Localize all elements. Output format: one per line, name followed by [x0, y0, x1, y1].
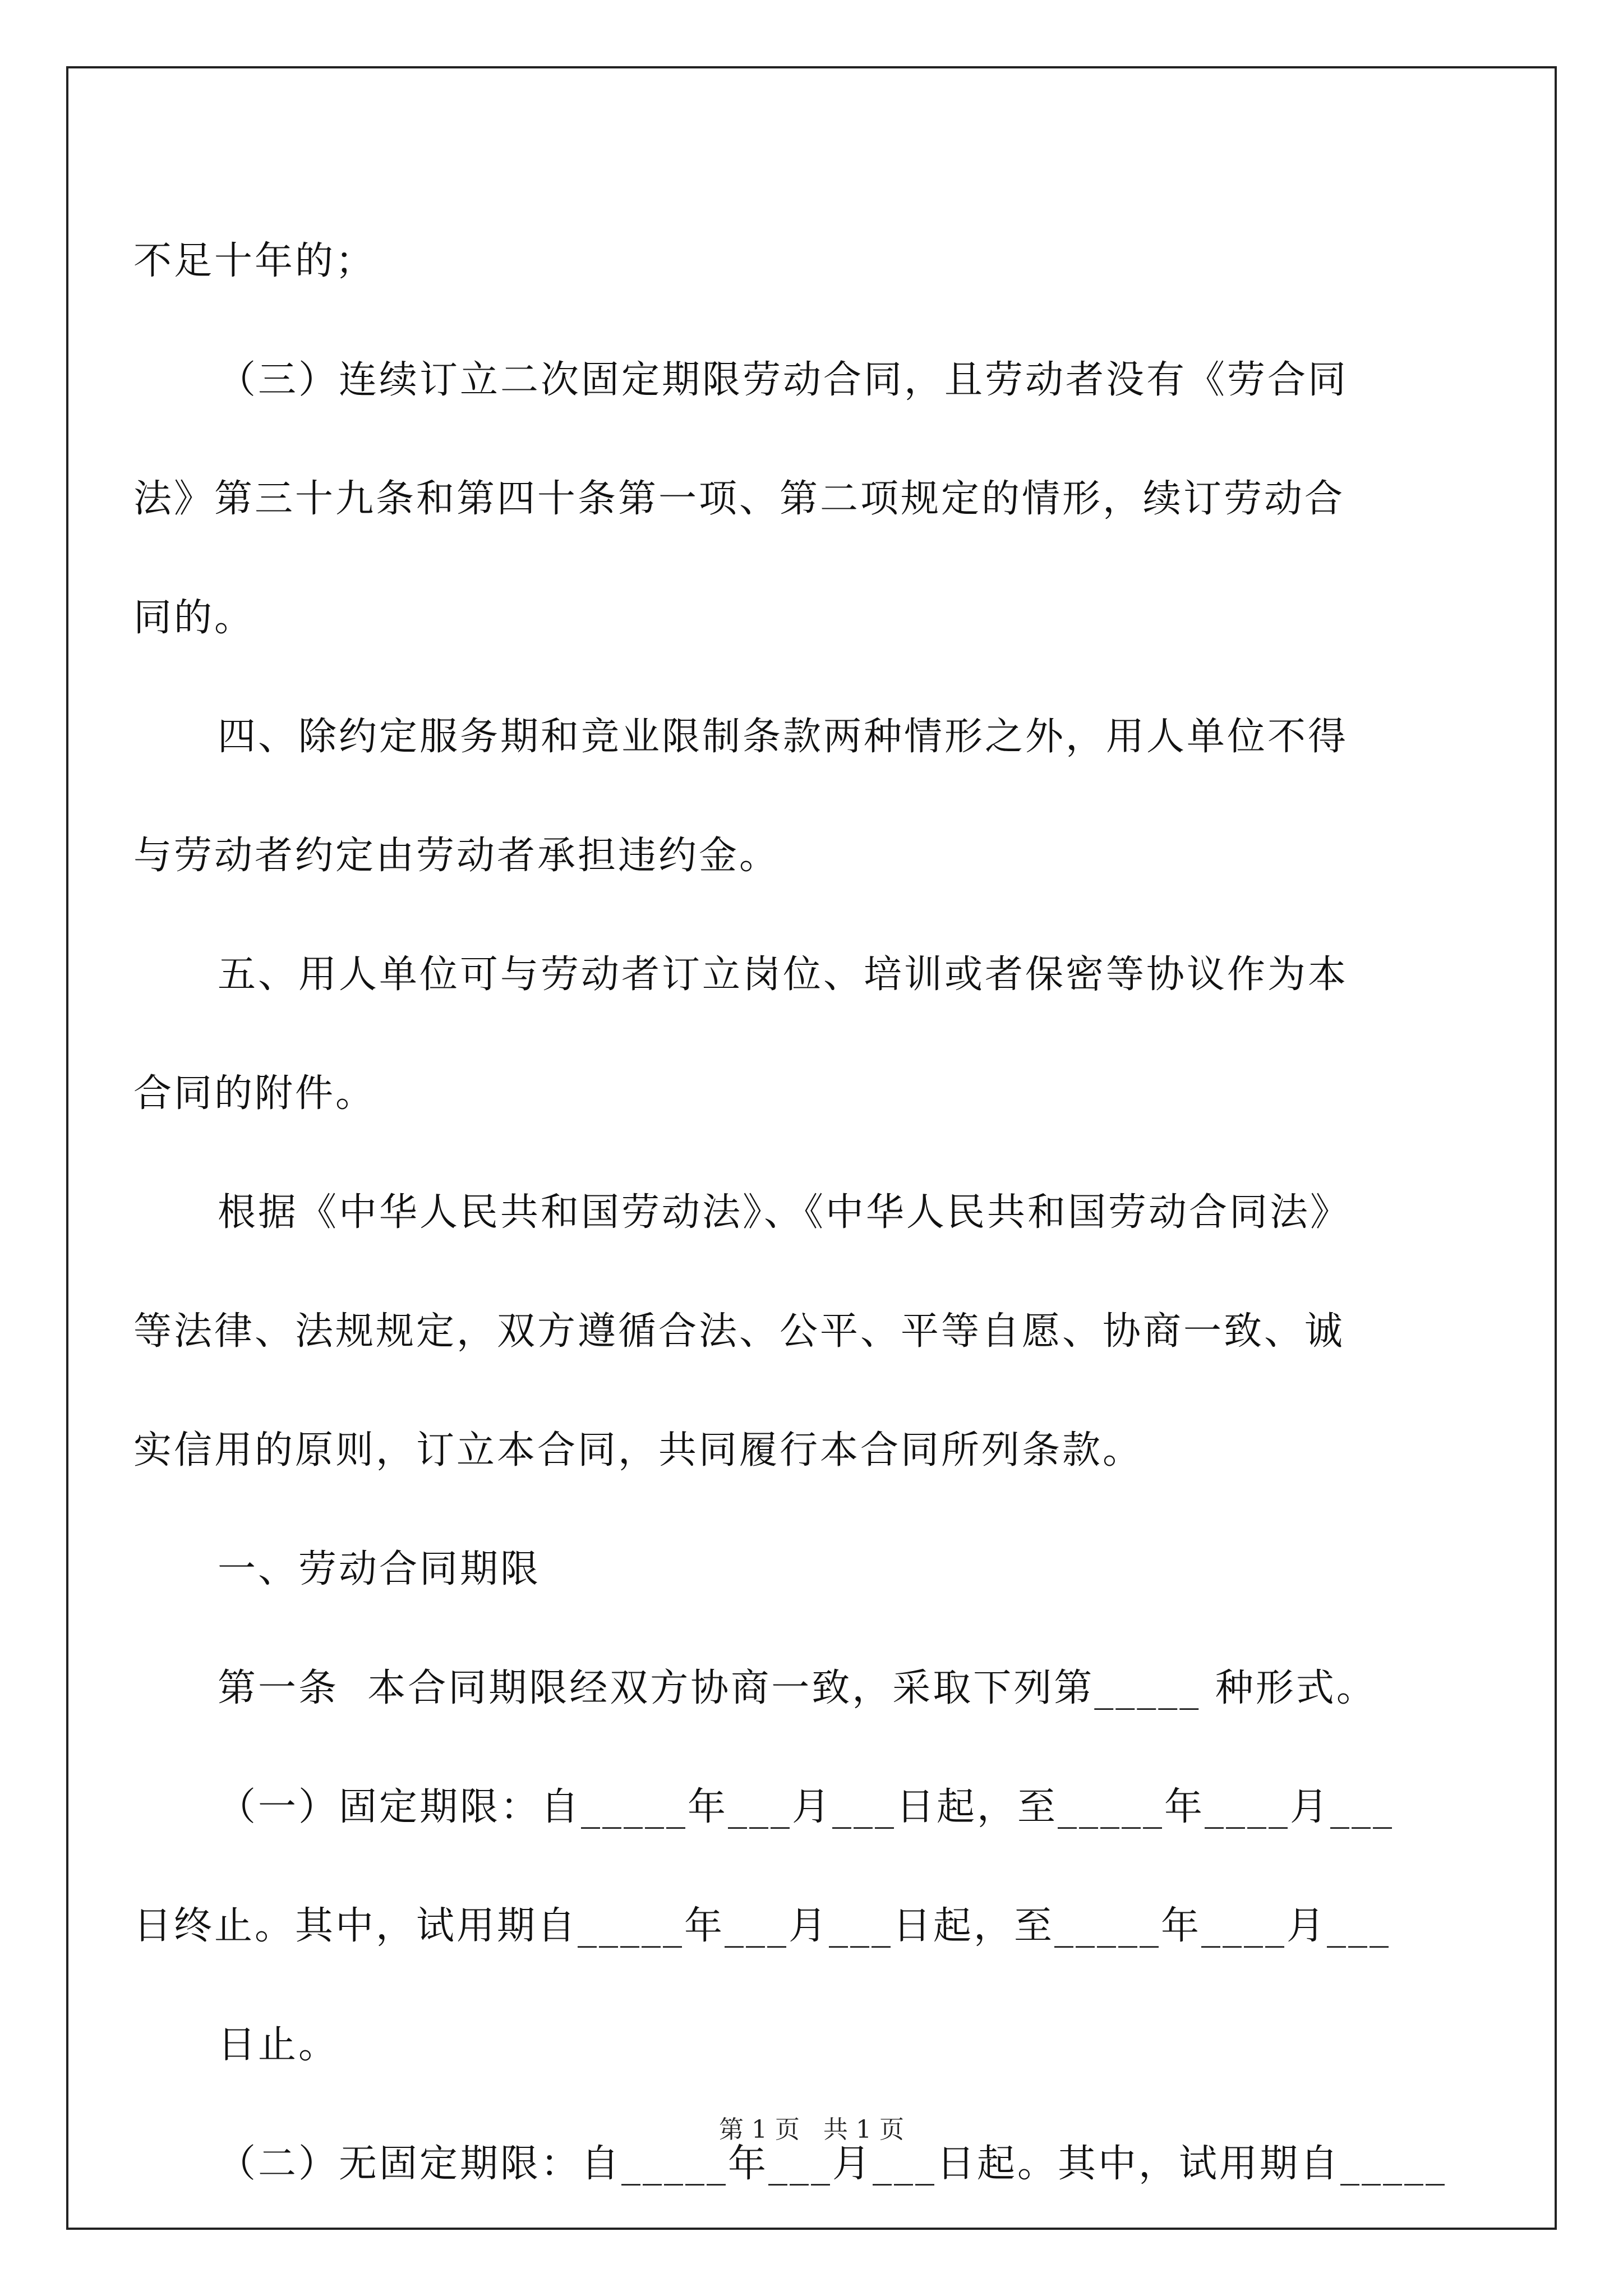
document-body — [133, 202, 1451, 2224]
text-line-11: 实信用的原则，订立本合同，共同履行本合同所列条款。 — [133, 1428, 1144, 1473]
text-line-16: 日止。 — [218, 2023, 339, 2067]
text-line-10: 等法律、法规规定，双方遵循合法、公平、平等自愿、协商一致、诚 — [133, 1309, 1345, 1354]
text-line-17: （二）无固定期限：自_____年___月___日起。其中，试用期自_____ — [218, 2142, 1447, 2186]
text-line-15: 日终止。其中，试用期自_____年___月___日起，至_____年____月___ — [133, 1904, 1391, 1948]
text-line-1: 不足十年的； — [133, 239, 376, 283]
text-line-7: 五、用人单位可与劳动者订立岗位、培训或者保密等协议作为本 — [218, 953, 1349, 997]
text-line-4: 同的。 — [133, 596, 255, 640]
text-line-14: （一）固定期限：自_____年___月___日起，至_____年____月___ — [218, 1785, 1395, 1829]
text-line-13: 第一条 本合同期限经双方协商一致，采取下列第_____ 种形式。 — [218, 1666, 1377, 1710]
text-line-2: （三）连续订立二次固定期限劳动合同，且劳动者没有《劳合同 — [218, 358, 1349, 402]
text-line-6: 与劳动者约定由劳动者承担违约金。 — [133, 834, 780, 878]
page-footer: 第 1 页 共 1 页 — [719, 2115, 904, 2144]
text-line-5: 四、除约定服务期和竞业限制条款两种情形之外，用人单位不得 — [218, 715, 1349, 759]
text-line-9: 根据《中华人民共和国劳动法》、《中华人民共和国劳动合同法》 — [218, 1190, 1351, 1235]
text-line-3: 法》第三十九条和第四十条第一项、第二项规定的情形，续订劳动合 — [133, 477, 1345, 521]
section-heading: 一、劳动合同期限 — [218, 1547, 541, 1591]
text-line-8: 合同的附件。 — [133, 1071, 376, 1116]
